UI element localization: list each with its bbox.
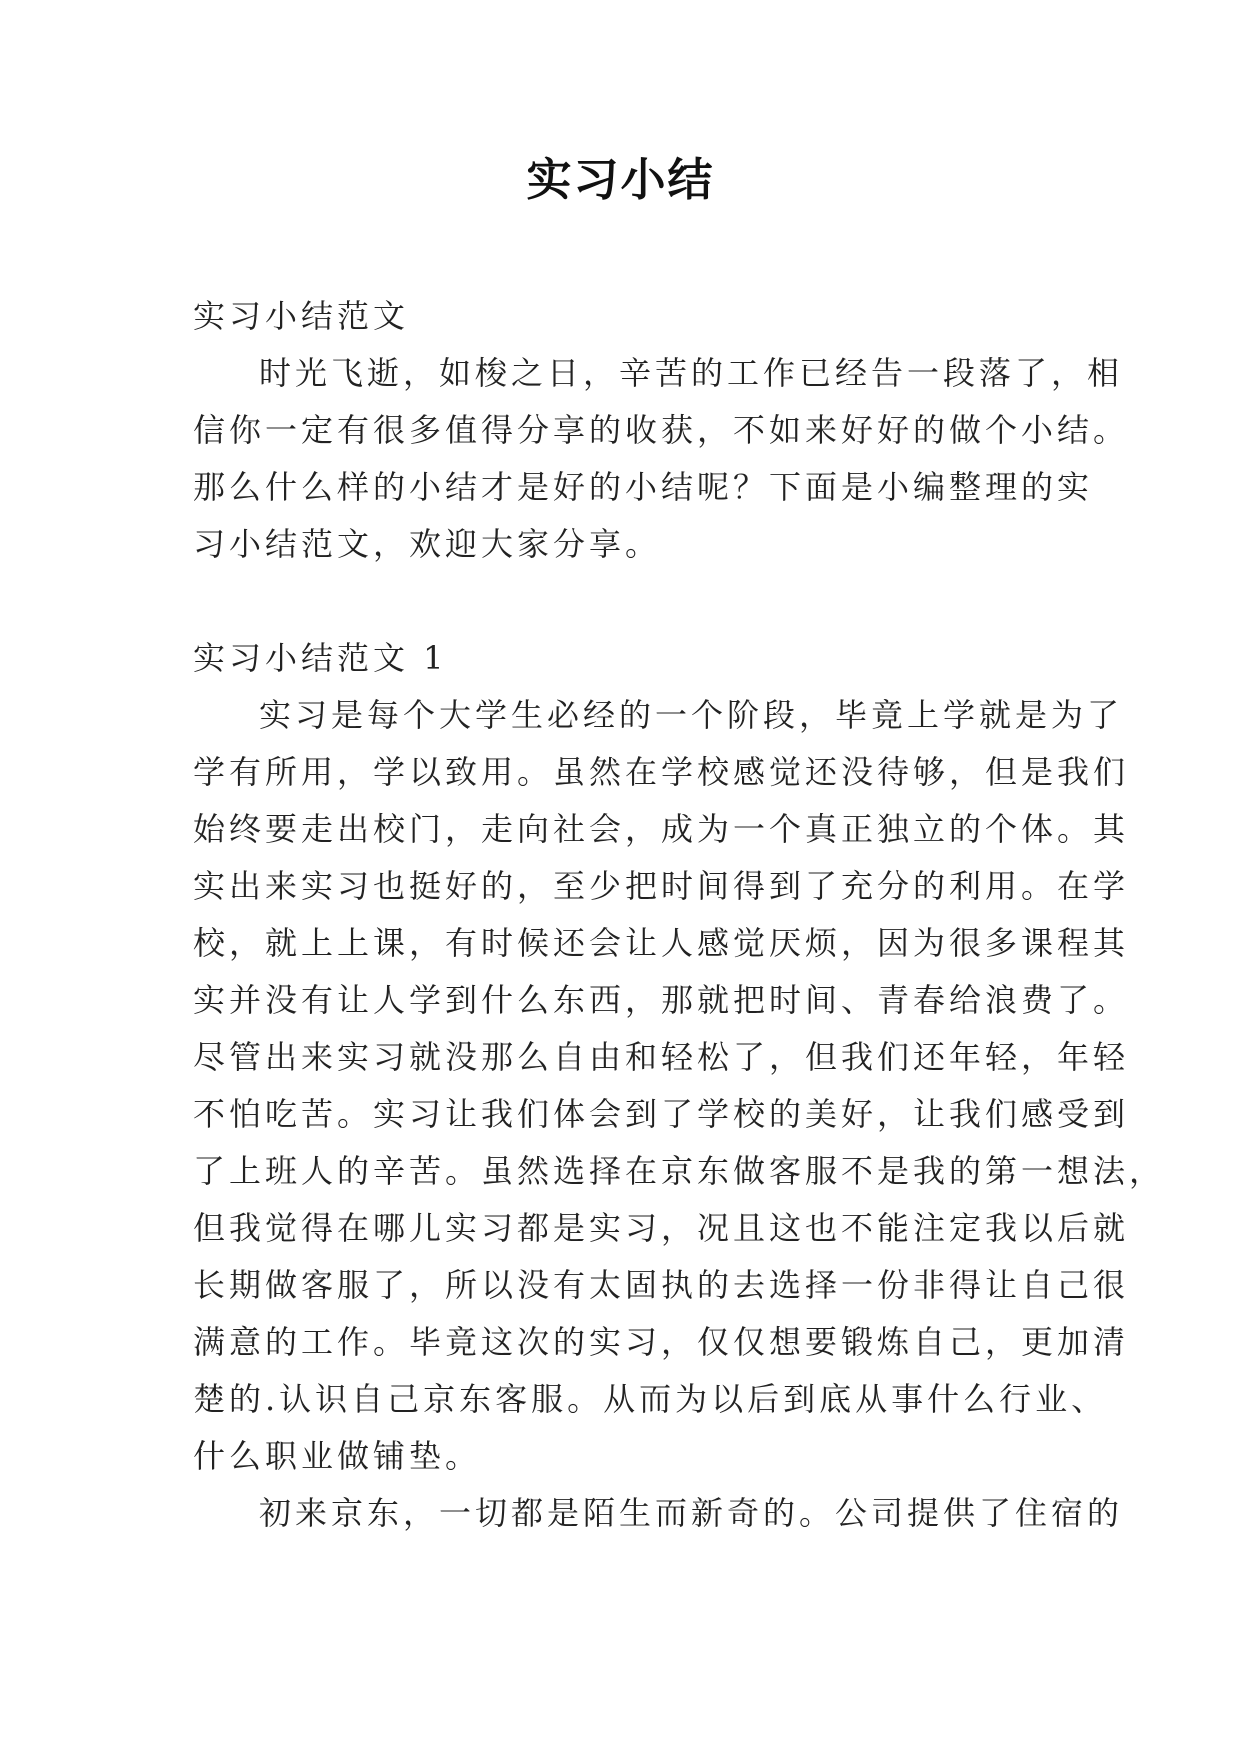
- paragraph-line: 什么职业做铺垫。: [193, 1437, 482, 1475]
- paragraph-line: 楚的.认识自己京东客服。从而为以后到底从事什么行业、: [193, 1380, 1108, 1418]
- section-heading: 实习小结范文: [193, 297, 410, 335]
- paragraph-line: 实出来实习也挺好的，至少把时间得到了充分的利用。在学: [193, 867, 1130, 905]
- paragraph-line: 长期做客服了，所以没有太固执的去选择一份非得让自己很: [193, 1266, 1130, 1304]
- paragraph-line: 初来京东，一切都是陌生而新奇的。公司提供了住宿的: [259, 1494, 1124, 1532]
- paragraph-line: 那么什么样的小结才是好的小结呢？下面是小编整理的实: [193, 468, 1094, 506]
- paragraph-line: 习小结范文，欢迎大家分享。: [193, 525, 662, 563]
- paragraph-line: 校，就上上课，有时候还会让人感觉厌烦，因为很多课程其: [193, 924, 1130, 962]
- paragraph-line: 学有所用，学以致用。虽然在学校感觉还没待够，但是我们: [193, 753, 1130, 791]
- paragraph-line: 了上班人的辛苦。虽然选择在京东做客服不是我的第一想法，: [193, 1152, 1166, 1190]
- paragraph-line: 信你一定有很多值得分享的收获，不如来好好的做个小结。: [193, 411, 1130, 449]
- document-title: 实习小结: [526, 153, 715, 206]
- paragraph-line: 不怕吃苦。实习让我们体会到了学校的美好，让我们感受到: [193, 1095, 1130, 1133]
- paragraph-line: 实习是每个大学生必经的一个阶段，毕竟上学就是为了: [259, 696, 1124, 734]
- document-body: [193, 288, 1166, 1542]
- paragraph-line: 始终要走出校门，走向社会，成为一个真正独立的个体。其: [193, 810, 1130, 848]
- paragraph-line: 但我觉得在哪儿实习都是实习，况且这也不能注定我以后就: [193, 1209, 1130, 1247]
- paragraph-line: 时光飞逝，如梭之日，辛苦的工作已经告一段落了，相: [259, 354, 1124, 392]
- paragraph-line: 满意的工作。毕竟这次的实习，仅仅想要锻炼自己，更加清: [193, 1323, 1130, 1361]
- section-heading: 实习小结范文 1: [193, 639, 448, 677]
- paragraph-spacer: [193, 573, 1063, 630]
- paragraph-line: 实并没有让人学到什么东西，那就把时间、青春给浪费了。: [193, 981, 1130, 1019]
- paragraph-line: 尽管出来实习就没那么自由和轻松了，但我们还年轻，年轻: [193, 1038, 1130, 1076]
